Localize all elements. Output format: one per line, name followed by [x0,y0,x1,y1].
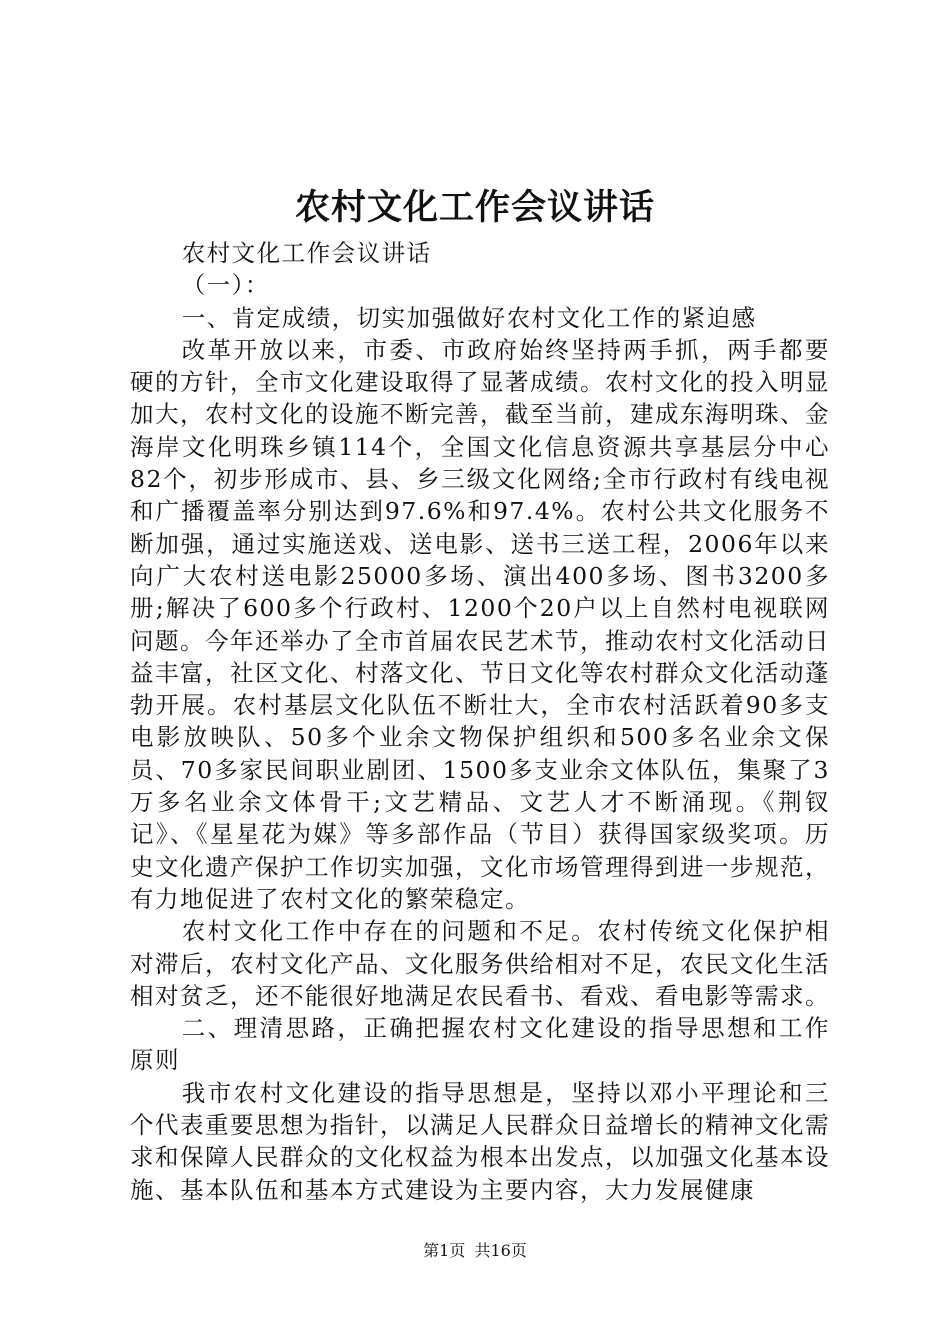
page-footer [0,1240,950,1262]
body-paragraph: 农村文化工作中存在的问题和不足。农村传统文化保护相对滞后，农村文化产品、文化服务供给相对不足，农民文化生活相对贫乏，还不能很好地满足农民看书、看戏、看电影等需求。 [130,917,830,1010]
body-paragraph: 我市农村文化建设的指导思想是，坚持以邓小平理论和三个代表重要思想为指针，以满足人民群众日益增长的精神文化需求和保障人民群众的文化权益为根本出发点，以加强文化基本设施、基本队伍和基本方式建设为主要内容，大力发展健康 [130,1078,830,1204]
section-heading-2: 二、理清思路，正确把握农村文化建设的指导思想和工作原则 [130,1014,830,1075]
section-marker: （一）： [181,271,270,300]
document-title: 农村文化工作会议讲话 [294,187,655,228]
page-number: 第1页 [423,1241,466,1260]
document-body [130,237,830,1206]
section-heading-1: 一、肯定成绩，切实加强做好农村文化工作的紧迫感 [181,303,757,332]
body-paragraph: 改革开放以来，市委、市政府始终坚持两手抓，两手都要硬的方针，全市文化建设取得了显著成绩。农村文化的投入明显加大，农村文化的设施不断完善，截至当前，建成东海明珠、金海岸文化明珠乡镇114个，全国文化信息资源共享基层分中心82个，初步形成市、县、乡三级文化网络;全市行政村有线电视和广播覆盖率分别达到97.6%和97.4%。农村公共文化服务不断加强，通过实施送戏、送电影、送书三送工程，2006年以来向广大农村送电影25000多场、演出400多场、图书3200多册;解决了600多个行政村、1200个20户以上自然村电视联网问题。今年还举办了全市首届农民艺术节，推动农村文化活动日益丰富，社区文化、村落文化、节日文化等农村群众文化活动蓬勃开展。农村基层文化队伍不断壮大，全市农村活跃着90多支电影放映队、50多个业余文物保护组织和500多名业余文保员、70多家民间职业剧团、1500多支业余文体队伍，集聚了3万多名业余文体骨干;文艺精品、文艺人才不断涌现。《荆钗记》、《星星花为媒》等多部作品（节目）获得国家级奖项。历史文化遗产保护工作切实加强，文化市场管理得到进一步规范，有力地促进了农村文化的繁荣稳定。 [130,335,830,913]
subtitle-paragraph: 农村文化工作会议讲话 [181,239,432,267]
page-total: 共16页 [474,1241,527,1260]
